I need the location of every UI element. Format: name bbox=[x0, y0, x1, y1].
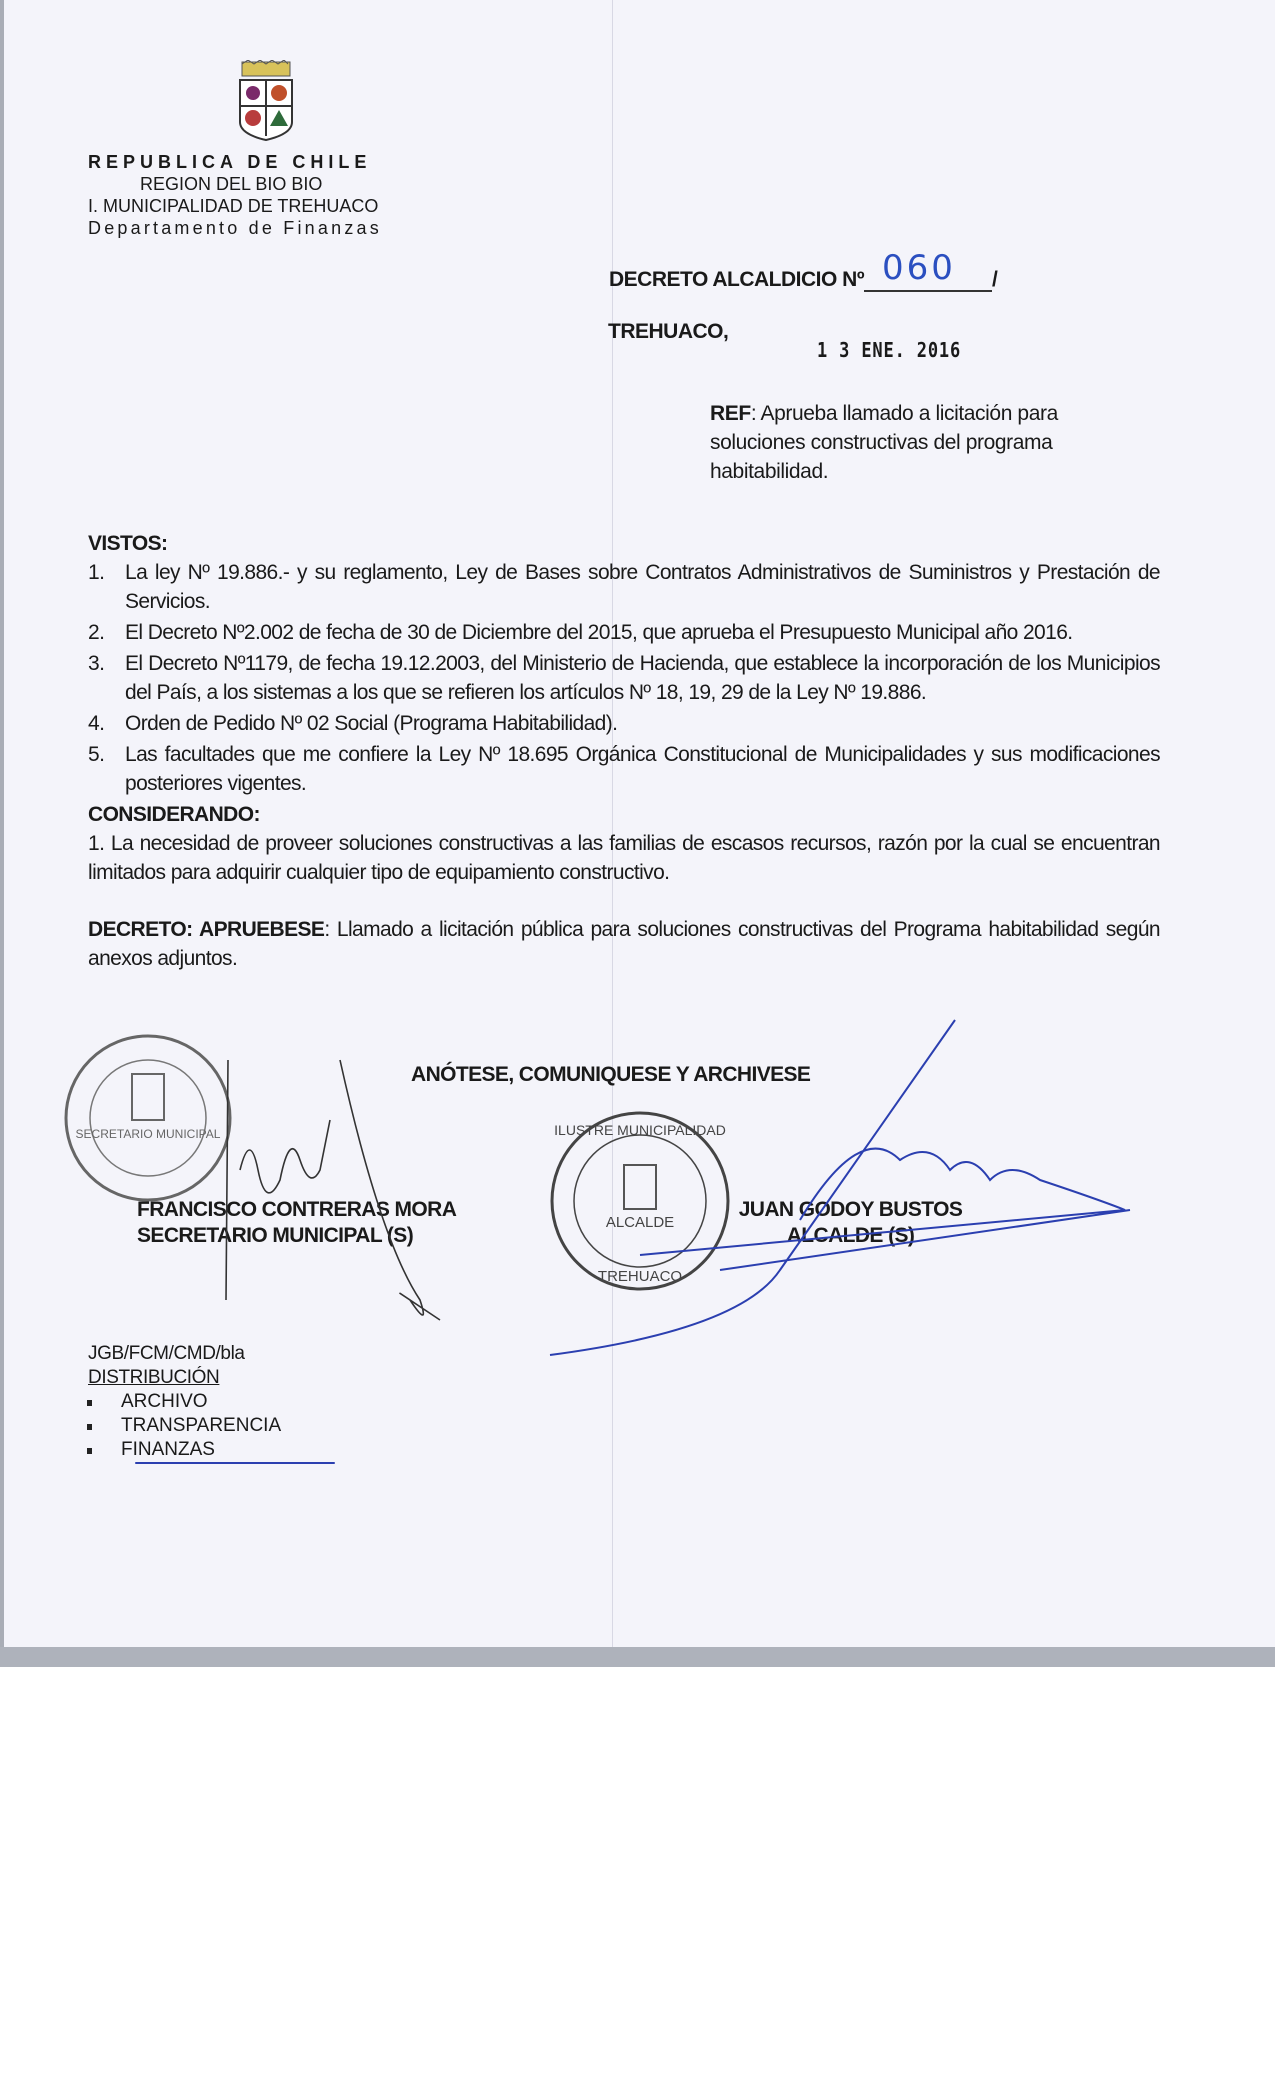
pen-underline bbox=[135, 1462, 335, 1464]
closing-formula: ANÓTESE, COMUNIQUESE Y ARCHIVESE bbox=[411, 1063, 811, 1086]
resolution bbox=[88, 915, 1160, 973]
vistos-item bbox=[88, 740, 1160, 798]
header-municipality: I. MUNICIPALIDAD DE TREHUACO bbox=[88, 196, 379, 216]
decree-slash: / bbox=[992, 268, 998, 291]
decree-number-line bbox=[609, 248, 998, 292]
seal-center-text: SECRETARIO MUNICIPAL bbox=[75, 1127, 221, 1141]
vistos-item bbox=[88, 558, 1160, 616]
resolution-text: : Llamado a licitación pública para soluciones constructivas del Programa habitabilidad según anexos adjuntos. bbox=[88, 918, 1160, 970]
item-number: 1. bbox=[88, 561, 105, 584]
handwritten-signatures bbox=[0, 1000, 1275, 1380]
considerando-text: 1. La necesidad de proveer soluciones constructivas a las familias de escasos recursos, razón por la cual se encuentran limitados para adquirir cualquier tipo de equipamiento constructivo. bbox=[88, 832, 1160, 884]
initials: JGB/FCM/CMD/bla bbox=[88, 1343, 245, 1364]
item-number: 4. bbox=[88, 712, 105, 735]
coat-of-arms-icon bbox=[234, 60, 298, 142]
seal-bottom-text: TREHUACO bbox=[597, 1268, 683, 1285]
distribution-item: FINANZAS bbox=[121, 1439, 215, 1460]
pen-underline-placeholder bbox=[0, 0, 1, 1]
distribution-item: ARCHIVO bbox=[121, 1391, 208, 1412]
decree-number: 060 bbox=[882, 248, 956, 288]
item-text: Las facultades que me confiere la Ley Nº 18.695 Orgánica Constitucional de Municipalidades y sus modificaciones posteriores vigentes. bbox=[125, 743, 1160, 795]
place: TREHUACO, bbox=[608, 320, 729, 343]
date-stamp: 1 3 ENE. 2016 bbox=[817, 338, 962, 362]
reference bbox=[710, 399, 1130, 486]
item-text: El Decreto Nº1179, de fecha 19.12.2003, del Ministerio de Hacienda, que establece la incorporación de los Municipios del País, a los sistemas a los que se refieren los artículos Nº 18, 19, 29 de la Ley Nº 19.886. bbox=[125, 652, 1160, 704]
signatory-title: SECRETARIO MUNICIPAL (S) bbox=[137, 1224, 414, 1247]
vistos-item bbox=[88, 618, 1160, 647]
vistos-item bbox=[88, 649, 1160, 707]
resolution-label: DECRETO: APRUEBESE bbox=[88, 918, 325, 941]
seal-ring-text: ILUSTRE MUNICIPALIDAD bbox=[554, 1122, 726, 1138]
distribution-title: DISTRIBUCIÓN bbox=[88, 1367, 220, 1388]
seal-center-text: ALCALDE bbox=[605, 1214, 675, 1231]
item-text: Orden de Pedido Nº 02 Social (Programa Habitabilidad). bbox=[125, 712, 618, 735]
decree-label: DECRETO ALCALDICIO Nº bbox=[609, 268, 865, 291]
signatory-name: FRANCISCO CONTRERAS MORA bbox=[137, 1198, 457, 1221]
scan-edge-bottom bbox=[0, 1647, 1275, 1667]
item-number: 3. bbox=[88, 652, 105, 675]
header-department: Departamento de Finanzas bbox=[88, 218, 382, 238]
considerando-title: CONSIDERANDO: bbox=[88, 803, 260, 826]
vistos-item bbox=[88, 709, 1160, 738]
signatory-title: ALCALDE (S) bbox=[786, 1224, 915, 1247]
distribution-item: TRANSPARENCIA bbox=[121, 1415, 282, 1436]
signatory-name: JUAN GODOY BUSTOS bbox=[738, 1198, 963, 1221]
header-region: REGION DEL BIO BIO bbox=[140, 174, 323, 194]
item-text: El Decreto Nº2.002 de fecha de 30 de Diciembre del 2015, que aprueba el Presupuesto Municipal año 2016. bbox=[125, 621, 1073, 644]
item-text: La ley Nº 19.886.- y su reglamento, Ley de Bases sobre Contratos Administrativos de Suministros y Prestación de Servicios. bbox=[125, 561, 1160, 613]
ref-label: REF bbox=[710, 402, 751, 425]
item-number: 2. bbox=[88, 621, 105, 644]
vistos-title: VISTOS: bbox=[88, 532, 168, 555]
ref-text: : Aprueba llamado a licitación para soluciones constructivas del programa habitabilidad. bbox=[710, 402, 1058, 483]
item-number: 5. bbox=[88, 743, 105, 766]
header-country: REPUBLICA DE CHILE bbox=[88, 152, 372, 172]
decree-body bbox=[88, 529, 1160, 973]
